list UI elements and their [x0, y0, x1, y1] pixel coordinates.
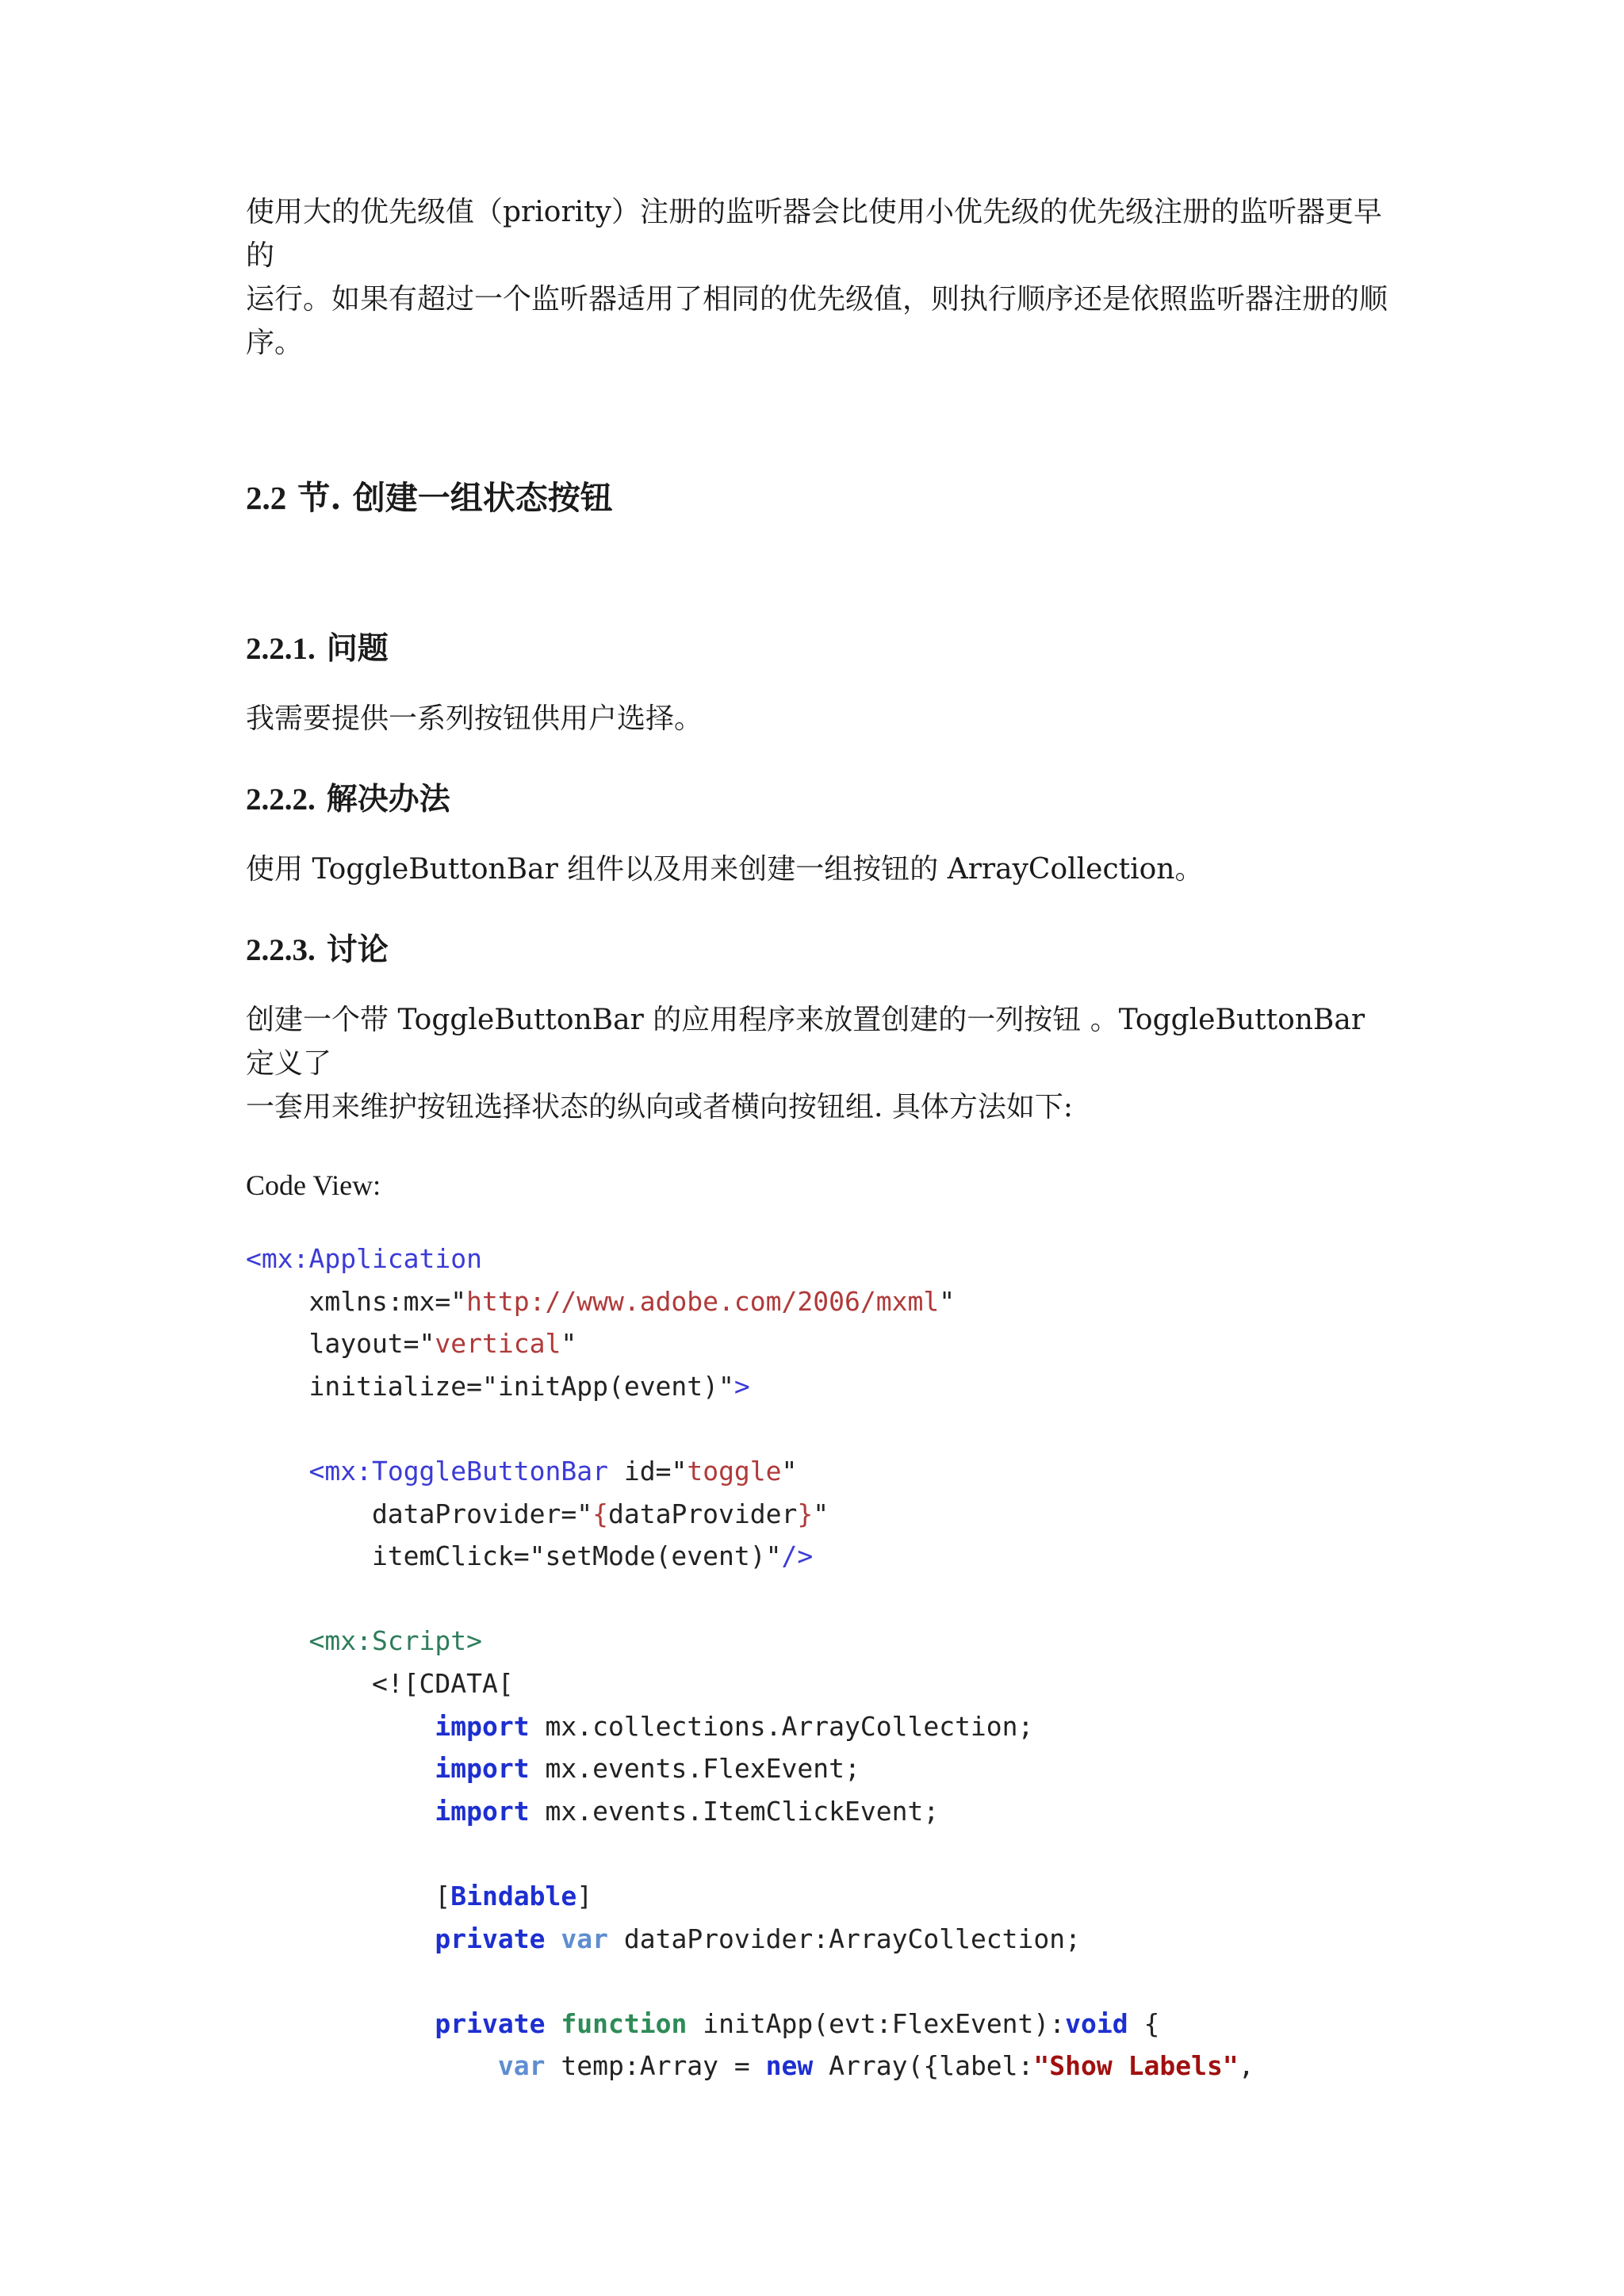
discussion-line-1: 创建一个带 ToggleButtonBar 的应用程序来放置创建的一列按钮 。ToggleButtonBar 定义了	[246, 1004, 1365, 1080]
code-token: "	[561, 1328, 577, 1360]
code-token: [	[435, 1880, 451, 1911]
subsection-title: 问题	[326, 630, 389, 667]
subsection-heading-problem	[246, 625, 1388, 673]
solution-paragraph: 使用 ToggleButtonBar 组件以及用来创建一组按钮的 ArrayCollection。	[246, 853, 1204, 886]
code-token: <mx:Script>	[308, 1625, 483, 1657]
section-title: 创建一组状态按钮	[352, 479, 613, 517]
code-token: initApp(evt:FlexEvent):	[687, 2007, 1066, 2039]
code-token: private	[435, 2007, 546, 2039]
code-token: />	[781, 1540, 814, 1572]
code-token: initialize="initApp(event)"	[246, 1370, 734, 1402]
subsection-heading-discussion	[246, 926, 1388, 974]
code-token: function	[561, 2007, 688, 2039]
section-suffix: 节.	[297, 479, 342, 517]
code-token: Bindable	[450, 1880, 577, 1911]
subsection-title: 讨论	[326, 932, 389, 968]
code-token	[246, 1625, 308, 1656]
code-token	[246, 1456, 308, 1487]
code-token: <mx:ToggleButtonBar	[308, 1455, 608, 1487]
code-token: ]	[576, 1880, 593, 1911]
code-token: new	[765, 2050, 814, 2082]
code-block	[246, 1238, 1388, 2087]
code-token: void	[1065, 2007, 1128, 2039]
code-token: "	[813, 1498, 829, 1529]
subsection-number: 2.2.2.	[246, 783, 316, 817]
intro-line-3: 序。	[246, 327, 304, 359]
code-token: <mx:Application	[246, 1243, 483, 1274]
subsection-heading-solution	[246, 775, 1388, 824]
code-token: "Show Labels"	[1033, 2050, 1239, 2082]
code-token: xmlns:mx="	[246, 1285, 467, 1317]
code-token: import	[435, 1753, 530, 1785]
problem-paragraph: 我需要提供一系列按钮供用户选择。	[246, 702, 703, 735]
code-token: ,	[1238, 2050, 1254, 2082]
section-number: 2.2	[246, 480, 287, 516]
code-token: import	[435, 1795, 530, 1827]
code-token: layout="	[246, 1328, 435, 1360]
code-token: dataProvider:ArrayCollection;	[607, 1923, 1082, 1954]
code-token: {	[1128, 2007, 1160, 2039]
code-token: dataProvider	[607, 1498, 798, 1529]
code-token: id="	[607, 1455, 688, 1487]
intro-line-1: 使用大的优先级值（priority）注册的监听器会比使用小优先级的优先级注册的监听器更早的	[246, 196, 1382, 272]
section-heading	[246, 474, 1388, 522]
code-token: toggle	[687, 1455, 782, 1487]
code-token: vertical	[435, 1328, 561, 1360]
code-token: dataProvider="	[246, 1498, 593, 1529]
code-token: private	[435, 1923, 546, 1954]
intro-paragraph	[246, 190, 1388, 365]
code-token: Array({label:	[813, 2050, 1034, 2082]
code-token: {	[592, 1498, 608, 1529]
code-token: }	[797, 1498, 814, 1529]
code-token: var	[561, 1923, 608, 1954]
code-token: "	[939, 1285, 956, 1317]
subsection-number: 2.2.1.	[246, 632, 316, 666]
code-token: import	[435, 1710, 530, 1742]
code-token: http://www.adobe.com/2006/mxml	[466, 1285, 940, 1317]
code-token: itemClick="setMode(event)"	[246, 1540, 782, 1572]
discussion-paragraph	[246, 998, 1388, 1129]
code-token: temp:Array =	[545, 2050, 766, 2082]
code-view-label: Code View:	[246, 1169, 381, 1201]
code-token: var	[497, 2050, 546, 2082]
code-token: <![CDATA[	[246, 1667, 514, 1699]
code-token: mx.events.ItemClickEvent;	[529, 1795, 940, 1827]
subsection-number: 2.2.3.	[246, 933, 316, 967]
intro-line-2: 运行。如果有超过一个监听器适用了相同的优先级值，则执行顺序还是依照监听器注册的顺	[246, 283, 1388, 316]
page-content	[246, 190, 1388, 2087]
code-token: mx.events.FlexEvent;	[529, 1753, 860, 1785]
code-token: >	[733, 1370, 750, 1402]
code-token: mx.collections.ArrayCollection;	[529, 1710, 1034, 1742]
discussion-line-2: 一套用来维护按钮选择状态的纵向或者横向按钮组. 具体方法如下:	[246, 1091, 1074, 1123]
subsection-title: 解决办法	[326, 781, 450, 817]
code-token: "	[781, 1455, 798, 1487]
